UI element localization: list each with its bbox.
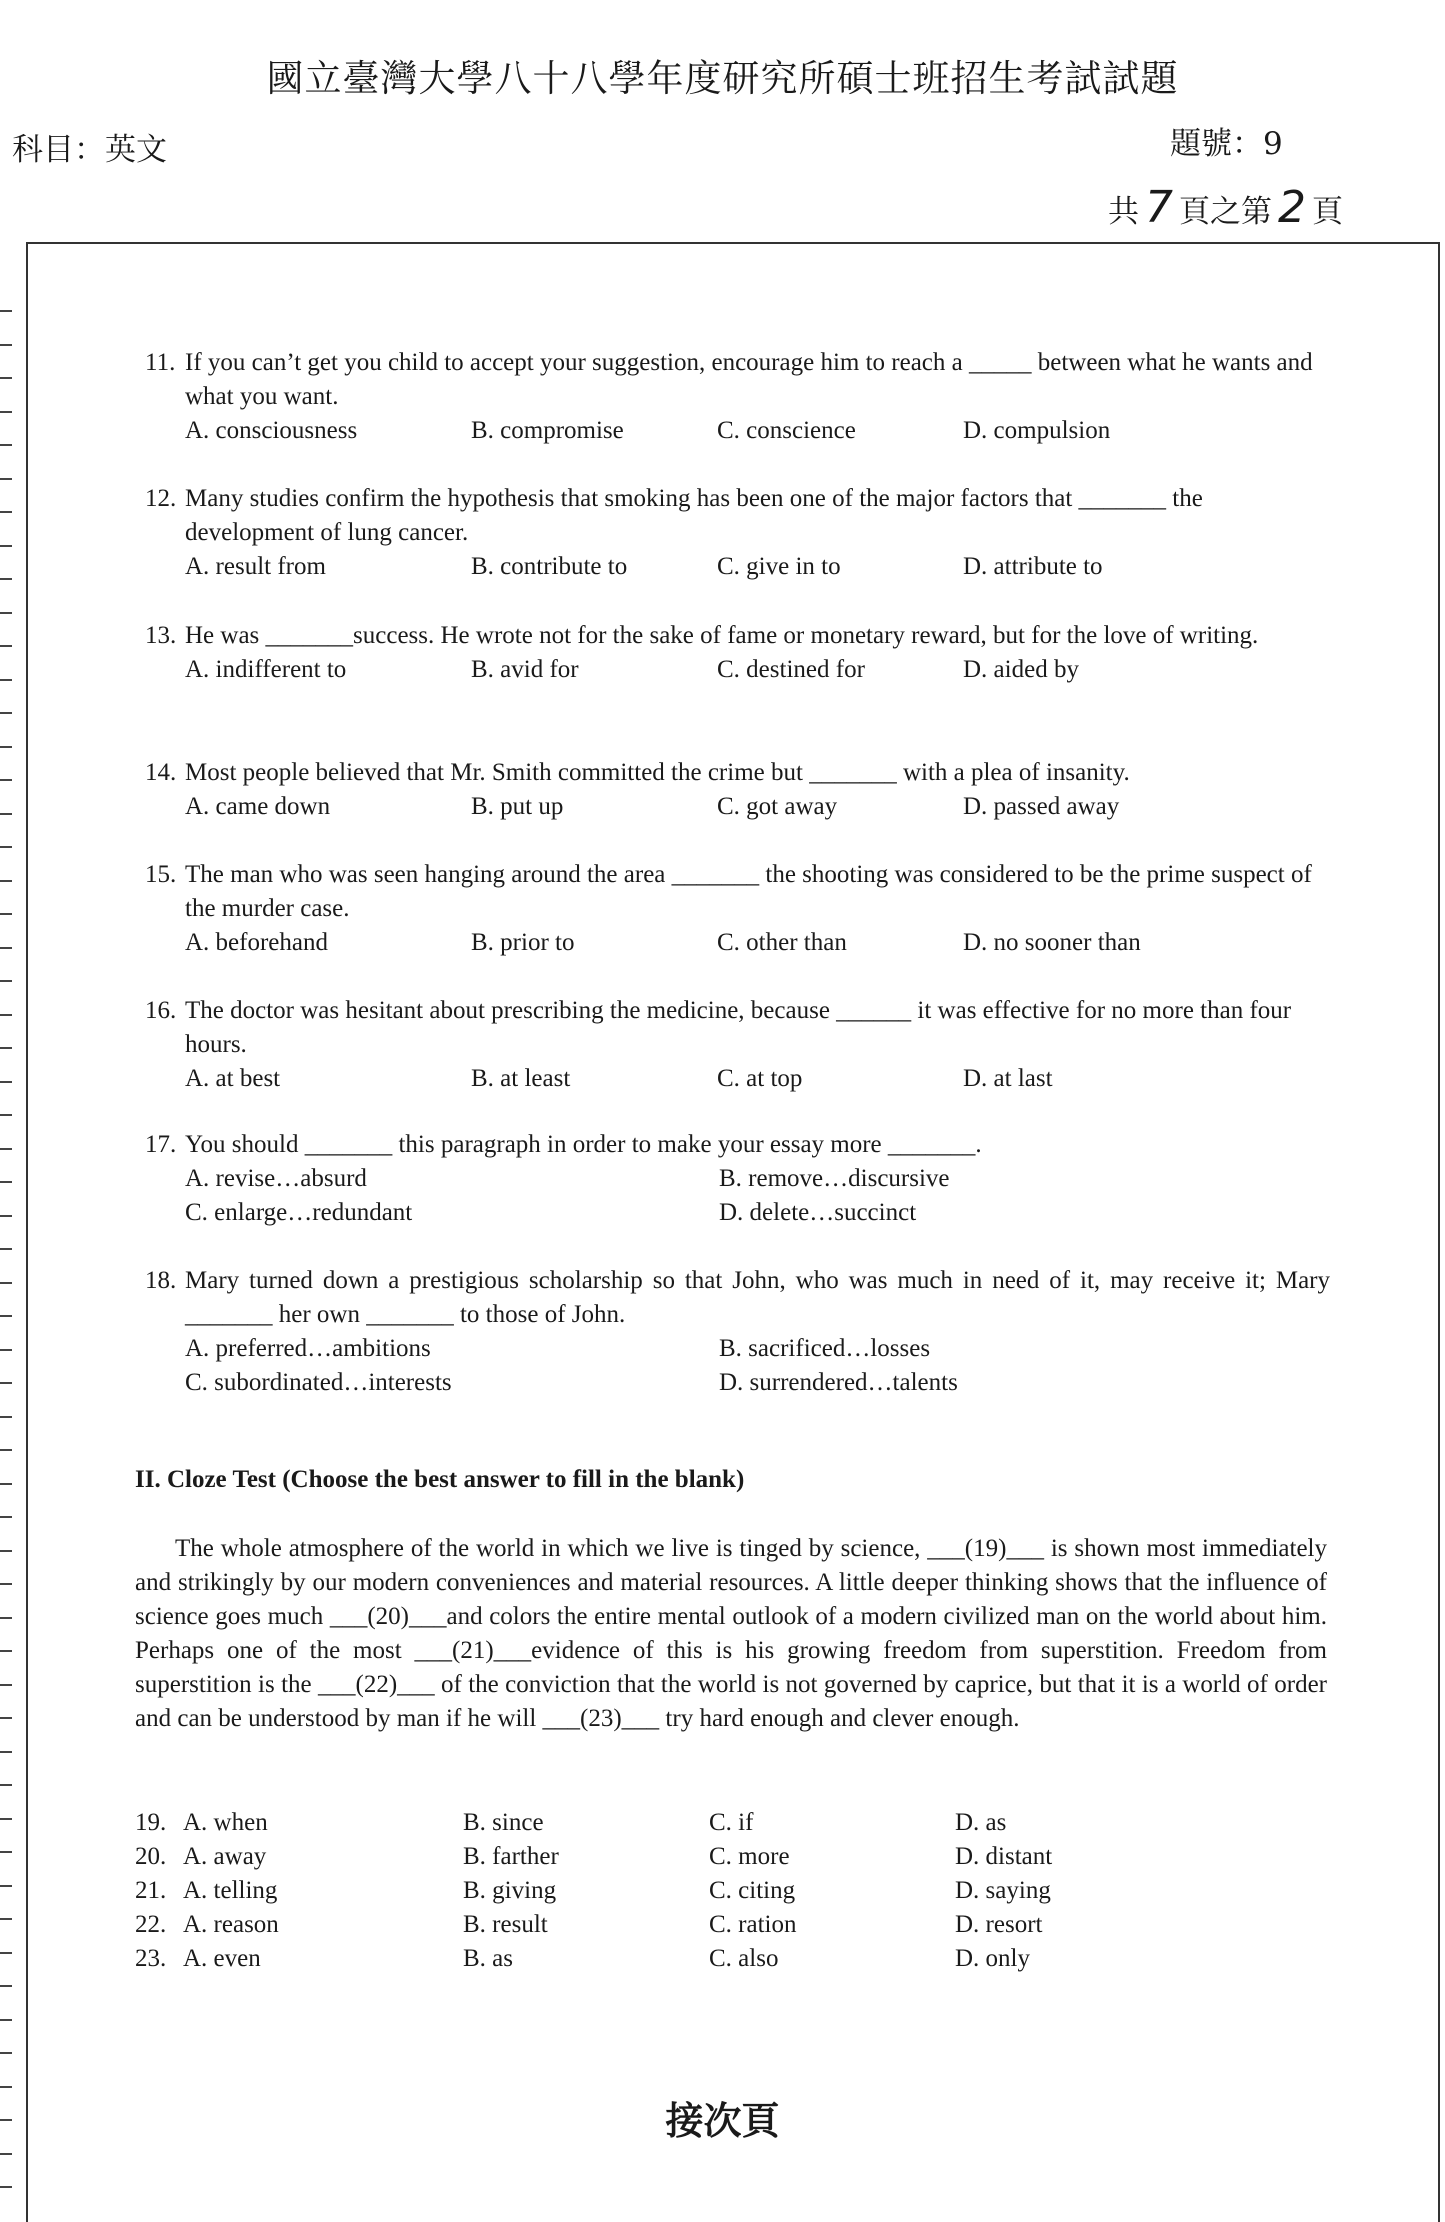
question-number-label: 12.	[145, 485, 177, 512]
question-12	[145, 482, 1330, 584]
question-17	[145, 1128, 1330, 1230]
cloze-item-number: 22.	[135, 1911, 167, 1938]
page-indicator-prefix: 共	[1108, 194, 1139, 230]
option-b: B. farther	[463, 1843, 559, 1870]
margin-tick	[0, 478, 12, 480]
margin-tick	[0, 612, 12, 614]
option-d: D. passed away	[963, 793, 1120, 820]
question-number-label: 11.	[145, 349, 176, 376]
question-stem: The man who was seen hanging around the area _______ the shooting was considered to be the prime suspect of the murder case.	[185, 861, 1312, 922]
margin-tick	[0, 2153, 12, 2155]
margin-tick	[0, 1684, 12, 1686]
margin-tick	[0, 1717, 12, 1719]
margin-tick	[0, 1985, 12, 1987]
page-indicator-suffix: 頁	[1312, 194, 1343, 230]
option-d: D. as	[955, 1809, 1007, 1836]
option-d: D. no sooner than	[963, 929, 1141, 956]
margin-tick	[0, 1081, 12, 1083]
option-a: A. revise…absurd	[185, 1165, 367, 1192]
option-c: C. other than	[717, 929, 847, 956]
margin-tick	[0, 1650, 12, 1652]
cloze-item-20	[135, 1840, 1155, 1874]
option-a: A. consciousness	[185, 417, 358, 444]
option-d: D. delete…succinct	[719, 1199, 917, 1226]
margin-tick	[0, 1483, 12, 1485]
option-a: A. beforehand	[185, 929, 328, 956]
option-c: C. more	[709, 1843, 790, 1870]
option-b: B. as	[463, 1945, 513, 1972]
option-c: C. also	[709, 1945, 779, 1972]
page-current: 2	[1278, 182, 1306, 233]
option-c: C. give in to	[717, 553, 841, 580]
option-b: B. avid for	[471, 656, 579, 683]
option-d: D. aided by	[963, 656, 1079, 683]
option-a: A. result from	[185, 553, 326, 580]
page-title: 國立臺灣大學八十八學年度研究所碩士班招生考試試題	[266, 57, 1179, 100]
margin-tick	[0, 1282, 12, 1284]
option-b: B. since	[463, 1809, 544, 1836]
question-stem: You should _______ this paragraph in order to make your essay more _______.	[185, 1131, 982, 1158]
question-stem: Many studies confirm the hypothesis that smoking has been one of the major factors that _______ the development of lung cancer.	[185, 485, 1203, 546]
margin-tick	[0, 444, 12, 446]
question-number-label: 16.	[145, 997, 177, 1024]
margin-tick	[0, 1215, 12, 1217]
margin-tick	[0, 1248, 12, 1250]
margin-tick	[0, 511, 12, 513]
question-stem: Mary turned down a prestigious scholarship so that John, who was much in need of it, may receive it; Mary _______ her own _______ to those of John.	[185, 1267, 1330, 1328]
question-stem: Most people believed that Mr. Smith committed the crime but _______ with a plea of insanity.	[185, 759, 1130, 786]
question-number: 題號：9	[1170, 126, 1283, 162]
margin-tick	[0, 1047, 12, 1049]
option-a: A. at best	[185, 1065, 281, 1092]
question-number-label: 18.	[145, 1267, 177, 1294]
margin-tick	[0, 645, 12, 647]
cloze-item-22	[135, 1908, 1155, 1942]
margin-tick	[0, 1952, 12, 1954]
margin-tick	[0, 310, 12, 312]
question-11	[145, 346, 1330, 448]
margin-tick	[0, 1885, 12, 1887]
cloze-item-23	[135, 1942, 1155, 1976]
option-d: D. attribute to	[963, 553, 1103, 580]
question-number-label: 17.	[145, 1131, 177, 1158]
option-c: C. at top	[717, 1065, 803, 1092]
margin-tick	[0, 779, 12, 781]
margin-tick	[0, 1918, 12, 1920]
cloze-item-number: 20.	[135, 1843, 167, 1870]
margin-tick	[0, 1751, 12, 1753]
margin-tick	[0, 1617, 12, 1619]
margin-tick	[0, 1382, 12, 1384]
option-b: B. result	[463, 1911, 548, 1938]
margin-tick	[0, 1315, 12, 1317]
cloze-item-19	[135, 1806, 1155, 1840]
margin-tick	[0, 2019, 12, 2021]
option-b: B. at least	[471, 1065, 571, 1092]
option-a: A. came down	[185, 793, 331, 820]
question-14	[145, 756, 1330, 824]
option-c: C. if	[709, 1809, 754, 1836]
option-c: C. got away	[717, 793, 838, 820]
option-b: B. remove…discursive	[719, 1165, 950, 1192]
question-stem: If you can’t get you child to accept your suggestion, encourage him to reach a _____ between what he wants and what you want.	[185, 349, 1313, 410]
question-number-label: 13.	[145, 622, 177, 649]
margin-tick	[0, 1181, 12, 1183]
margin-tick	[0, 1550, 12, 1552]
cloze-item-21	[135, 1874, 1155, 1908]
option-c: C. subordinated…interests	[185, 1369, 452, 1396]
margin-tick	[0, 679, 12, 681]
margin-tick	[0, 1148, 12, 1150]
margin-tick	[0, 545, 12, 547]
margin-tick	[0, 2186, 12, 2188]
option-c: C. citing	[709, 1877, 796, 1904]
page-indicator	[1108, 182, 1343, 233]
question-number-label: 15.	[145, 861, 177, 888]
margin-tick	[0, 1449, 12, 1451]
option-d: D. resort	[955, 1911, 1043, 1938]
question-15	[145, 858, 1330, 960]
margin-tick	[0, 712, 12, 714]
margin-tick	[0, 813, 12, 815]
margin-tick	[0, 1114, 12, 1116]
question-stem: The doctor was hesitant about prescribing the medicine, because ______ it was effective for no more than four hours.	[185, 997, 1292, 1058]
option-b: B. compromise	[471, 417, 624, 444]
subject-label: 科目：英文	[12, 132, 167, 168]
cloze-section-heading: II. Cloze Test (Choose the best answer to fill in the blank)	[135, 1466, 745, 1493]
cloze-item-number: 21.	[135, 1877, 167, 1904]
option-a: A. away	[183, 1843, 267, 1870]
option-a: A. even	[183, 1945, 261, 1972]
option-b: B. contribute to	[471, 553, 628, 580]
margin-tick	[0, 947, 12, 949]
cloze-item-number: 23.	[135, 1945, 167, 1972]
margin-tick	[0, 377, 12, 379]
option-a: A. indifferent to	[185, 656, 347, 683]
cloze-item-number: 19.	[135, 1809, 167, 1836]
option-d: D. saying	[955, 1877, 1051, 1904]
question-number-label: 14.	[145, 759, 177, 786]
option-c: C. destined for	[717, 656, 865, 683]
option-b: B. sacrificed…losses	[719, 1335, 931, 1362]
option-a: A. when	[183, 1809, 268, 1836]
margin-tick	[0, 578, 12, 580]
option-a: A. preferred…ambitions	[185, 1335, 431, 1362]
next-page-note: 接次頁	[665, 2098, 780, 2143]
margin-tick	[0, 2086, 12, 2088]
option-b: B. put up	[471, 793, 564, 820]
margin-tick	[0, 411, 12, 413]
option-b: B. giving	[463, 1877, 557, 1904]
margin-tick	[0, 1818, 12, 1820]
cloze-options-table	[135, 1806, 1155, 1976]
page-total: 7	[1145, 182, 1173, 233]
margin-tick	[0, 1583, 12, 1585]
margin-tick	[0, 1416, 12, 1418]
margin-tick	[0, 2052, 12, 2054]
margin-tick	[0, 846, 12, 848]
option-c: C. ration	[709, 1911, 797, 1938]
option-a: A. telling	[183, 1877, 278, 1904]
page-indicator-middle: 頁之第	[1179, 194, 1272, 230]
margin-tick	[0, 1784, 12, 1786]
margin-tick	[0, 1851, 12, 1853]
margin-tick	[0, 344, 12, 346]
cloze-passage: The whole atmosphere of the world in which we live is tinged by science, ___(19)___ is shown most immediately and strikingly by our modern conveniences and material resources. A little deeper thinking shows that the influence of science goes much ___(20)___and colors the entire mental outlook of a modern civilized man on the world about him. Perhaps one of the most ___(21)___evidence of this is his growing freedom from superstition. Freedom from superstition is the ___(22)___ of the conviction that the world is not governed by caprice, but that it is a world of order and can be understood by man if he will ___(23)___ try hard enough and clever enough.	[135, 1535, 1327, 1732]
option-d: D. at last	[963, 1065, 1053, 1092]
question-16	[145, 994, 1330, 1096]
option-d: D. compulsion	[963, 417, 1111, 444]
margin-tick	[0, 913, 12, 915]
margin-tick	[0, 1516, 12, 1518]
option-c: C. conscience	[717, 417, 856, 444]
question-18	[145, 1264, 1330, 1400]
option-d: D. surrendered…talents	[719, 1369, 958, 1396]
option-a: A. reason	[183, 1911, 279, 1938]
option-d: D. distant	[955, 1843, 1053, 1870]
margin-tick	[0, 746, 12, 748]
question-13	[145, 619, 1330, 687]
margin-tick	[0, 880, 12, 882]
margin-tick	[0, 980, 12, 982]
question-stem: He was _______success. He wrote not for the sake of fame or monetary reward, but for the love of writing.	[185, 622, 1259, 649]
margin-tick	[0, 1349, 12, 1351]
option-c: C. enlarge…redundant	[185, 1199, 413, 1226]
option-b: B. prior to	[471, 929, 575, 956]
option-d: D. only	[955, 1945, 1030, 1972]
margin-tick	[0, 1014, 12, 1016]
